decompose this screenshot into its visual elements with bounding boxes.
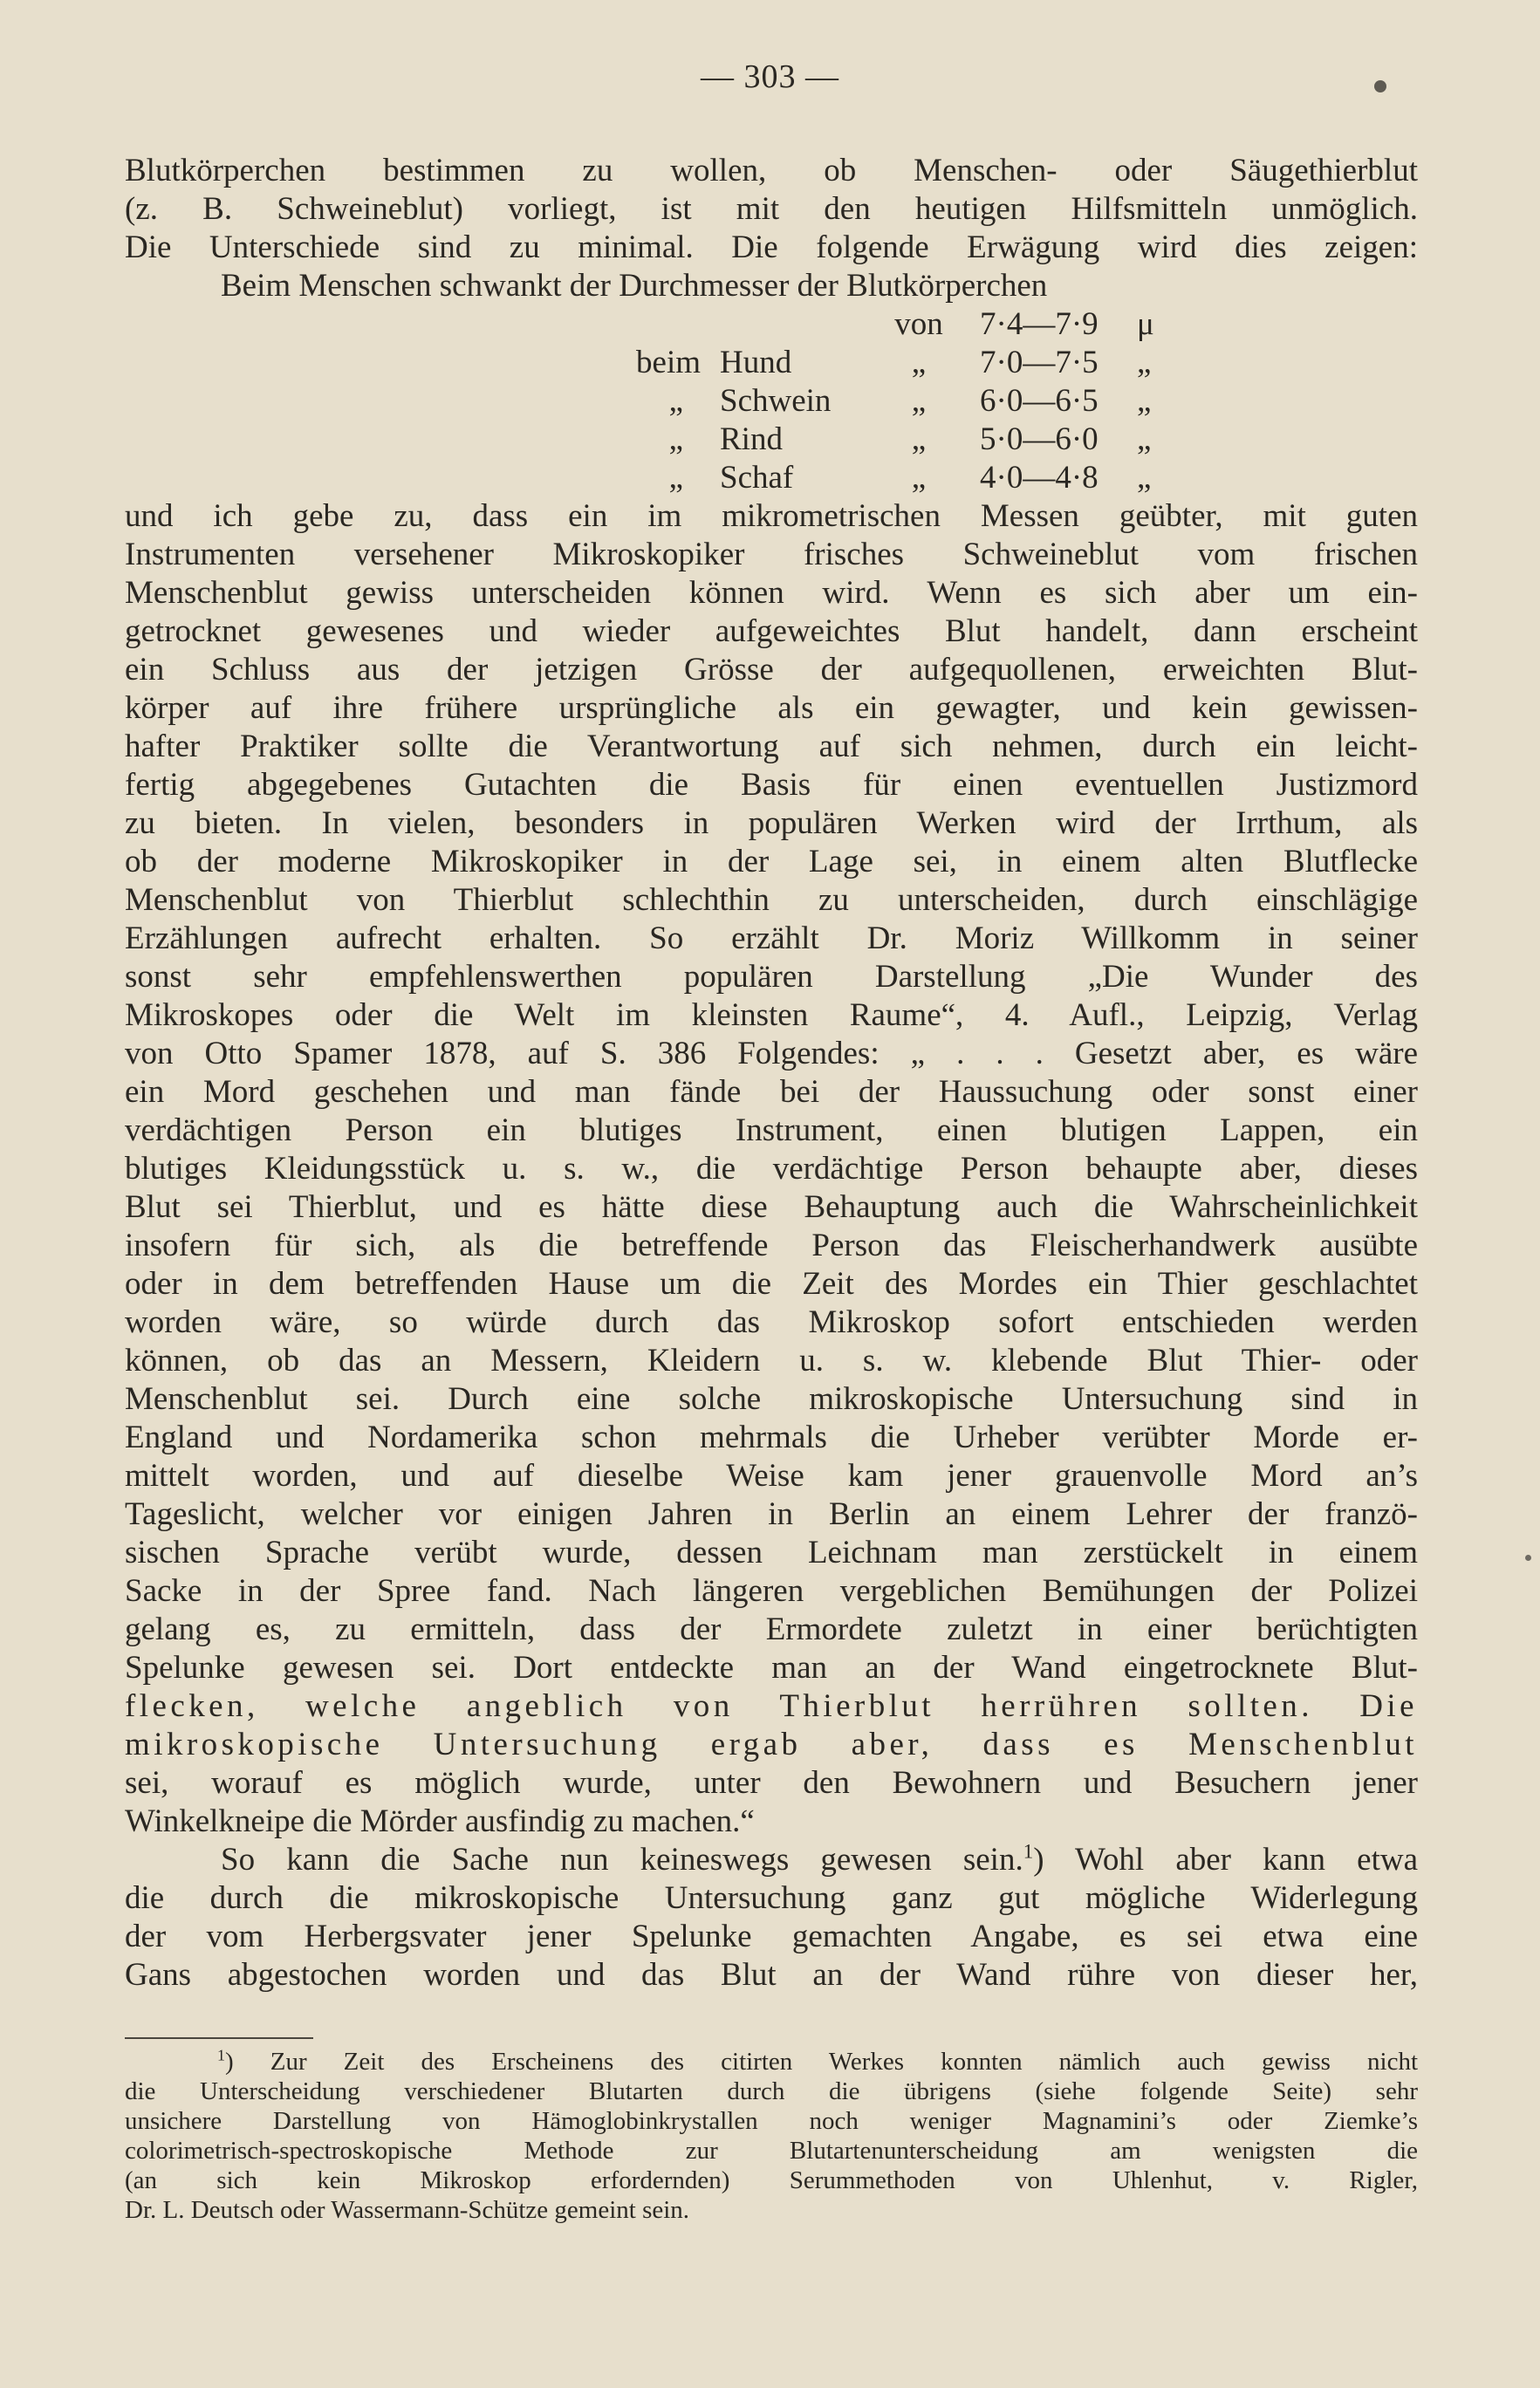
ink-speck-margin bbox=[1525, 1555, 1531, 1561]
table-cell-unit: μ bbox=[1137, 306, 1154, 342]
text-line: Mikroskopes oder die Welt im kleinsten Raume“, 4. Aufl., Leipzig, Verlag bbox=[125, 997, 1418, 1033]
text-line: sonst sehr empfehlenswerthen populären Darstellung „Die Wunder des bbox=[125, 959, 1418, 995]
text-line: worden wäre, so würde durch das Mikroskop sofort entschieden werden bbox=[125, 1304, 1418, 1340]
diameter-table bbox=[474, 305, 1418, 497]
text-line: Menschenblut gewiss unterscheiden können wird. Wenn es sich aber um ein- bbox=[125, 575, 1418, 611]
text-line: sischen Sprache verübt wurde, dessen Leichnam man zerstückelt in einem bbox=[125, 1535, 1418, 1570]
text-line: körper auf ihre frühere ursprüngliche als ein gewagter, und kein gewissen- bbox=[125, 690, 1418, 726]
table-cell-unit: „ bbox=[1137, 460, 1152, 496]
text-line: zu bieten. In vielen, besonders in populären Werken wird der Irrthum, als bbox=[125, 805, 1418, 841]
table-cell-animal bbox=[709, 305, 866, 344]
footnote-line: unsichere Darstellung von Hämoglobinkrystallen noch weniger Magnamini’s oder Ziemke’s bbox=[125, 2107, 1418, 2135]
text-line: der vom Herbergsvater jener Spelunke gemachten Angabe, es sei etwa eine bbox=[125, 1919, 1418, 1954]
footnote-line bbox=[125, 2047, 1418, 2077]
text-line: und ich gebe zu, dass ein im mikrometrischen Messen geübter, mit guten bbox=[125, 498, 1418, 534]
text-line: blutiges Kleidungsstück u. s. w., die verdächtige Person behaupte aber, dieses bbox=[125, 1151, 1418, 1187]
text-line: Menschenblut sei. Durch eine solche mikroskopische Untersuchung sind in bbox=[125, 1381, 1418, 1417]
text-line: verdächtigen Person ein blutiges Instrument, einen blutigen Lappen, ein bbox=[125, 1112, 1418, 1148]
text-line: die durch die mikroskopische Untersuchung ganz gut mögliche Widerlegung bbox=[125, 1880, 1418, 1916]
text-line: oder in dem betreffenden Hause um die Zeit des Mordes ein Thier geschlachtet bbox=[125, 1266, 1418, 1302]
table-cell-preposition: „ bbox=[668, 421, 683, 457]
text-line bbox=[125, 1841, 1418, 1879]
footnote-line: colorimetrisch-spectroskopische Methode zur Blutartenunterscheidung am wenigsten die bbox=[125, 2137, 1418, 2165]
table-cell-preposition: „ bbox=[668, 460, 683, 496]
table-cell-von: „ bbox=[911, 383, 927, 419]
table-row bbox=[474, 382, 1418, 421]
table-cell-von: von bbox=[894, 306, 943, 342]
footnote-marker: 1 bbox=[217, 2046, 225, 2064]
footnote-line: (an sich kein Mikroskop erfordernden) Serummethoden von Uhlenhut, v. Rigler, bbox=[125, 2166, 1418, 2194]
table-cell-preposition bbox=[474, 305, 709, 344]
text-line: England und Nordamerika schon mehrmals die Urheber verübter Morde er- bbox=[125, 1420, 1418, 1455]
text-fragment: So kann die Sache nun keineswegs gewesen sein. bbox=[221, 1842, 1023, 1878]
text-line: Spelunke gewesen sei. Dort entdeckte man an der Wand eingetrocknete Blut- bbox=[125, 1650, 1418, 1686]
table-cell-unit: „ bbox=[1137, 383, 1152, 419]
text-line: Tageslicht, welcher vor einigen Jahren in Berlin an einem Lehrer der franzö- bbox=[125, 1496, 1418, 1532]
table-cell-animal: Schwein bbox=[720, 383, 832, 419]
text-line: Menschenblut von Thierblut schlechthin zu unterscheiden, durch einschlägige bbox=[125, 882, 1418, 918]
table-cell-range: 5·0—6·0 bbox=[980, 421, 1099, 457]
footnote-line: Dr. L. Deutsch oder Wassermann-Schütze gemeint sein. bbox=[125, 2196, 690, 2224]
text-fragment: ) Wohl aber kann etwa bbox=[1033, 1842, 1419, 1878]
text-line: Gans abgestochen worden und das Blut an der Wand rühre von dieser her, bbox=[125, 1957, 1418, 1993]
footnote-separator bbox=[125, 2037, 313, 2039]
main-text bbox=[125, 152, 1418, 1995]
text-line: mittelt worden, und auf dieselbe Weise kam jener grauenvolle Mord an’s bbox=[125, 1458, 1418, 1494]
table-cell-range: 7·4—7·9 bbox=[980, 306, 1099, 342]
table-cell-von: „ bbox=[911, 345, 927, 380]
page-number: — 303 — bbox=[701, 58, 839, 95]
text-line: fertig abgegebenes Gutachten die Basis für einen eventuellen Justizmord bbox=[125, 767, 1418, 803]
footnote-line: die Unterscheidung verschiedener Blutarten durch die übrigens (siehe folgende Seite) sehr bbox=[125, 2077, 1418, 2105]
table-row bbox=[474, 305, 1418, 344]
text-line: flecken, welche angeblich von Thierblut herrühren sollten. Die bbox=[125, 1688, 1418, 1724]
table-row bbox=[474, 421, 1418, 459]
table-cell-animal: Hund bbox=[720, 345, 792, 380]
text-fragment: ) Zur Zeit des Erscheinens des citirten Werkes konnten nämlich auch gewiss nicht bbox=[224, 2048, 1418, 2076]
footnote bbox=[125, 2047, 1418, 2225]
table-cell-range: 6·0—6·5 bbox=[980, 383, 1099, 419]
table-cell-unit: „ bbox=[1137, 421, 1152, 457]
text-line: Blutkörperchen bestimmen zu wollen, ob Menschen- oder Säugethierblut bbox=[125, 153, 1418, 188]
table-cell-von: „ bbox=[911, 460, 927, 496]
table-cell-preposition: „ bbox=[668, 383, 683, 419]
text-line: können, ob das an Messern, Kleidern u. s. w. klebende Blut Thier- oder bbox=[125, 1343, 1418, 1379]
text-line: Blut sei Thierblut, und es hätte diese Behauptung auch die Wahrscheinlichkeit bbox=[125, 1189, 1418, 1225]
text-line: Winkelkneipe die Mörder ausfindig zu machen.“ bbox=[125, 1803, 755, 1839]
text-line: ob der moderne Mikroskopiker in der Lage sei, in einem alten Blutflecke bbox=[125, 844, 1418, 879]
text-line: ein Mord geschehen und man fände bei der Haussuchung oder sonst einer bbox=[125, 1074, 1418, 1110]
text-line: (z. B. Schweineblut) vorliegt, ist mit den heutigen Hilfsmitteln unmöglich. bbox=[125, 191, 1418, 227]
table-row bbox=[474, 459, 1418, 497]
text-line: Instrumenten versehener Mikroskopiker frisches Schweineblut vom frischen bbox=[125, 537, 1418, 572]
text-line: Beim Menschen schwankt der Durchmesser der Blutkörperchen bbox=[221, 268, 1048, 304]
text-line: insofern für sich, als die betreffende Person das Fleischerhandwerk ausübte bbox=[125, 1228, 1418, 1263]
table-cell-animal: Rind bbox=[720, 421, 783, 457]
text-line: Erzählungen aufrecht erhalten. So erzählt Dr. Moriz Willkomm in seiner bbox=[125, 920, 1418, 956]
text-line: gelang es, zu ermitteln, dass der Ermordete zuletzt in einer berüchtigten bbox=[125, 1611, 1418, 1647]
text-line: sei, worauf es möglich wurde, unter den Bewohnern und Besuchern jener bbox=[125, 1765, 1418, 1801]
table-cell-range: 7·0—7·5 bbox=[980, 345, 1099, 380]
text-line: Die Unterschiede sind zu minimal. Die folgende Erwägung wird dies zeigen: bbox=[125, 229, 1418, 265]
ink-speck bbox=[1374, 80, 1386, 92]
text-line: von Otto Spamer 1878, auf S. 386 Folgendes: „ . . . Gesetzt aber, es wäre bbox=[125, 1036, 1418, 1071]
table-row bbox=[474, 344, 1418, 382]
text-line: mikroskopische Untersuchung ergab aber, dass es Menschenblut bbox=[125, 1727, 1418, 1762]
table-cell-animal: Schaf bbox=[720, 460, 794, 496]
table-cell-preposition: beim bbox=[636, 345, 701, 380]
table-cell-range: 4·0—4·8 bbox=[980, 460, 1099, 496]
text-line: Sacke in der Spree fand. Nach längeren vergeblichen Bemühungen der Polizei bbox=[125, 1573, 1418, 1609]
text-line: getrocknet gewesenes und wieder aufgeweichtes Blut handelt, dann erscheint bbox=[125, 613, 1418, 649]
table-cell-unit: „ bbox=[1137, 345, 1152, 380]
text-line: ein Schluss aus der jetzigen Grösse der aufgequollenen, erweichten Blut- bbox=[125, 652, 1418, 688]
table-cell-von: „ bbox=[911, 421, 927, 457]
footnote-reference: 1 bbox=[1023, 1840, 1034, 1863]
text-line: hafter Praktiker sollte die Verantwortung auf sich nehmen, durch ein leicht- bbox=[125, 729, 1418, 764]
